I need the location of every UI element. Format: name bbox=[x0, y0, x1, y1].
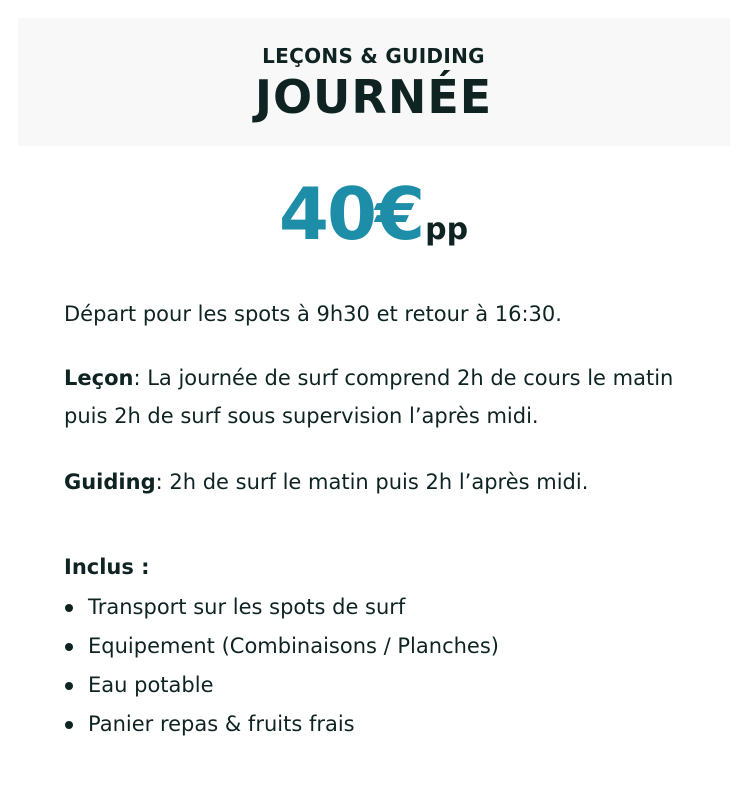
bullet-icon bbox=[65, 643, 73, 651]
card-subtitle: LEÇONS & GUIDING bbox=[262, 44, 485, 68]
bullet-icon bbox=[65, 721, 73, 729]
list-item bbox=[64, 705, 704, 744]
guiding-label: Guiding bbox=[64, 470, 156, 494]
includes-title: Inclus : bbox=[64, 555, 150, 579]
description bbox=[64, 295, 704, 529]
price-unit: pp bbox=[425, 212, 469, 247]
list-item-label: Eau potable bbox=[88, 673, 214, 697]
bullet-icon bbox=[65, 682, 73, 690]
lecon-text: : La journée de surf comprend 2h de cours le matin puis 2h de surf sous supervision l’après midi. bbox=[64, 366, 674, 428]
list-item bbox=[64, 627, 704, 666]
list-item-label: Equipement (Combinaisons / Planches) bbox=[88, 634, 499, 658]
guiding-paragraph bbox=[64, 463, 704, 501]
list-item bbox=[64, 666, 704, 705]
list-item bbox=[64, 588, 704, 627]
price-amount: 40€ bbox=[278, 172, 424, 256]
list-item-label: Transport sur les spots de surf bbox=[88, 595, 406, 619]
price bbox=[0, 172, 747, 256]
card-title: JOURNÉE bbox=[254, 70, 493, 124]
guiding-text: : 2h de surf le matin puis 2h l’après midi. bbox=[155, 470, 589, 494]
includes-section bbox=[64, 550, 704, 744]
lecon-paragraph bbox=[64, 359, 704, 435]
list-item-label: Panier repas & fruits frais bbox=[88, 712, 355, 736]
includes-list bbox=[64, 588, 704, 744]
lecon-label: Leçon bbox=[64, 366, 134, 390]
schedule-text: Départ pour les spots à 9h30 et retour à 16:30. bbox=[64, 302, 562, 326]
bullet-icon bbox=[65, 604, 73, 612]
